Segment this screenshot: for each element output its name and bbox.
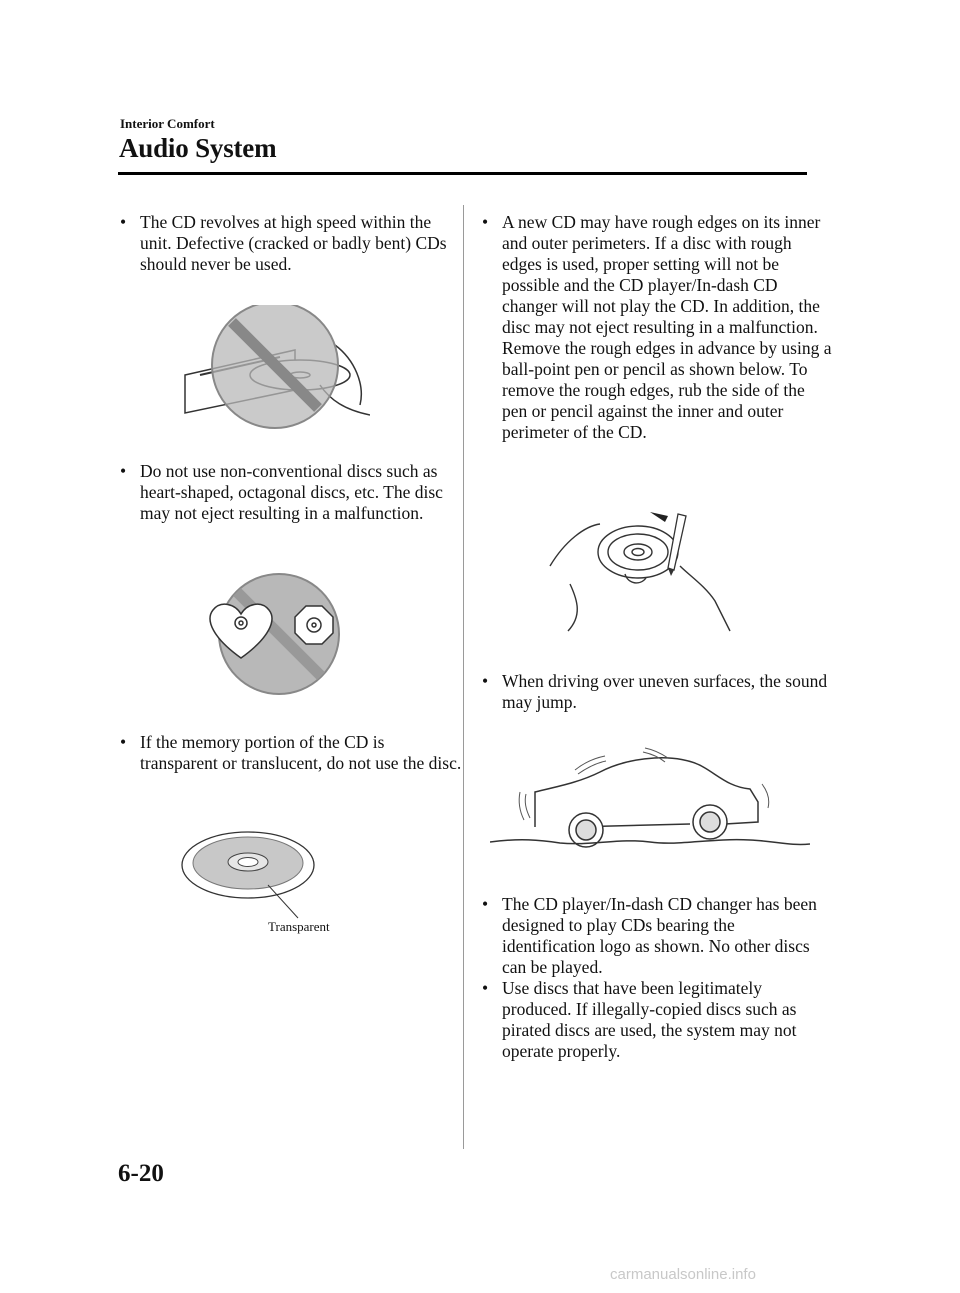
uneven-road-line (490, 840, 810, 845)
list-item-text: If the memory portion of the CD is transparent or translucent, do not use the disc. (140, 732, 462, 773)
list-item (120, 212, 465, 275)
figure-caption: Transparent (268, 919, 330, 934)
list-item-text: Use discs that have been legitimately produced. If illegally-copied discs such as pirated discs are used, the system may not operate properly. (502, 978, 797, 1061)
column-divider (463, 205, 464, 1149)
page-number: 6-20 (118, 1160, 164, 1187)
bullet-icon: • (482, 212, 489, 232)
list-item (120, 732, 465, 774)
watermark: carmanualsonline.info (610, 1266, 756, 1283)
bullet-icon: • (482, 978, 489, 998)
list-item-text: A new CD may have rough edges on its inner and outer perimeters. If a disc with rough edges is used, proper setting will not be possible and the CD player/In-dash CD changer will not play the CD. In addition, the disc may not eject resulting in a malfunction. Remove the rough edges in advance by using a ball-point pen or pencil as shown below. To remove the rough edges, rub the side of the pen or pencil against the inner and outer perimeter of the CD. (502, 212, 832, 442)
list-item-text: When driving over uneven surfaces, the sound may jump. (502, 671, 828, 712)
car-drawing (535, 758, 758, 847)
list-item (482, 894, 832, 978)
octagonal-disc-drawing (295, 606, 333, 644)
header-rule (118, 172, 807, 175)
list-item (120, 461, 465, 524)
odd-shaped-discs-no-figure (203, 568, 355, 700)
list-item-text: Do not use non-conventional discs such as heart-shaped, octagonal discs, etc. The disc may not eject resulting in a malfunction. (140, 461, 443, 523)
direction-arrow-icon (650, 512, 668, 522)
list-item (482, 212, 832, 443)
remove-rough-edges-figure (540, 506, 750, 634)
bullet-icon: • (120, 461, 127, 481)
transparent-disc-figure (180, 830, 320, 925)
hand-holding-disc-drawing (550, 524, 678, 631)
section-label: Interior Comfort (120, 116, 215, 131)
list-item-text: The CD player/In-dash CD changer has been designed to play CDs bearing the identification logo as shown. No other discs can be played. (502, 894, 817, 977)
bullet-icon: • (120, 732, 127, 752)
page-title: Audio System (119, 133, 277, 163)
list-item-text: The CD revolves at high speed within the unit. Defective (cracked or badly bent) CDs should never be used. (140, 212, 447, 274)
bullet-icon: • (482, 894, 489, 914)
list-item (482, 978, 832, 1062)
list-item (482, 671, 832, 713)
defective-cd-no-figure (180, 305, 370, 440)
bullet-icon: • (120, 212, 127, 232)
bullet-icon: • (482, 671, 489, 691)
car-uneven-road-figure (490, 742, 810, 854)
